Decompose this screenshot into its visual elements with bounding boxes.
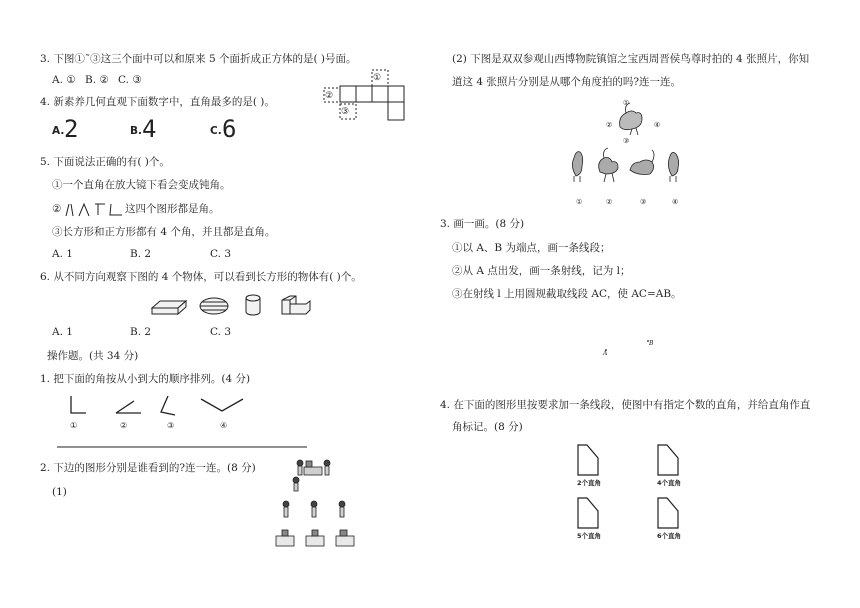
photo-label-3: ③ bbox=[640, 198, 647, 206]
op1-answer-line[interactable] bbox=[57, 446, 307, 448]
q5-statement-2-suffix: 这四个图形都是角。 bbox=[125, 203, 220, 215]
view-label-4: ④ bbox=[654, 121, 661, 129]
op2-scene-illustration bbox=[282, 456, 362, 556]
q3r-step-2: ②从 A 点出发，画一条射线，记为 l； bbox=[452, 265, 631, 277]
q3-option-c: C. ③ bbox=[118, 74, 142, 86]
q6-option-c: C. 3 bbox=[210, 326, 232, 338]
q4r-caption-2: 4个直角 bbox=[657, 479, 682, 487]
q4-option-c-digit: 6 bbox=[222, 115, 237, 143]
point-b-label: B bbox=[649, 340, 654, 347]
op1-label-4: ④ bbox=[220, 421, 228, 430]
photo-label-4: ④ bbox=[672, 198, 679, 206]
q3-option-b: B. ② bbox=[85, 74, 109, 86]
section-title: 操作题。(共 34 分) bbox=[47, 350, 139, 362]
q3r-step-1: ①以 A、B 为端点，画一条线段； bbox=[452, 242, 611, 254]
q4-option-a-digit: 2 bbox=[64, 115, 79, 143]
photo-label-2: ② bbox=[606, 198, 613, 206]
q4-text: 4. 新素养几何直观下面数字中，直角最多的是( )。 bbox=[40, 96, 275, 108]
q5-option-a: A. 1 bbox=[52, 248, 73, 260]
view-label-1: ① bbox=[623, 99, 630, 107]
net-label-2: ② bbox=[325, 91, 334, 101]
op2-sub: (1) bbox=[52, 486, 67, 498]
q4r-caption-1: 2个直角 bbox=[577, 479, 602, 487]
q5-option-b: B. 2 bbox=[130, 248, 152, 260]
q4r-shape-1[interactable] bbox=[577, 444, 601, 476]
net-label-1: ① bbox=[373, 73, 382, 83]
q5-statement-2-prefix: ② bbox=[52, 203, 62, 215]
q4-option-a-letter: A. bbox=[52, 125, 65, 137]
q5-statement-1: ①一个直角在放大镜下看会变成钝角。 bbox=[52, 179, 231, 191]
q3-text: 3. 下图①˜③这三个面中可以和原来 5 个面折成正方体的是( )号面。 bbox=[40, 53, 357, 65]
photo-label-1: ① bbox=[576, 198, 583, 206]
q6-option-a: A. 1 bbox=[52, 326, 73, 338]
q5-angle-shapes bbox=[64, 203, 124, 217]
q6-objects bbox=[150, 292, 320, 318]
q3-option-a: A. ① bbox=[52, 74, 76, 86]
q4r-shape-2[interactable] bbox=[657, 444, 681, 476]
q4r-shape-4[interactable] bbox=[657, 497, 681, 529]
q5-text: 5. 下面说法正确的有( )个。 bbox=[40, 156, 170, 168]
q3r-text: 3. 画一画。(8 分) bbox=[440, 218, 525, 230]
cube-net-diagram bbox=[322, 68, 412, 122]
op2-text: 2. 下边的图形分别是谁看到的?连一连。(8 分) bbox=[40, 462, 256, 474]
q5-option-c: C. 3 bbox=[210, 248, 232, 260]
q3r-step-3: ③在射线 l 上用圆规截取线段 AC，使 AC=AB。 bbox=[452, 288, 682, 300]
q6-option-b: B. 2 bbox=[130, 326, 152, 338]
q4r-shape-3[interactable] bbox=[577, 497, 601, 529]
q2b-line1: (2) 下图是双双参观山西博物院镇馆之宝西周晋侯鸟尊时拍的 4 张照片，你知 bbox=[452, 53, 810, 65]
q4-option-b-letter: B. bbox=[130, 125, 142, 137]
op1-label-3: ③ bbox=[167, 421, 175, 430]
net-label-3: ③ bbox=[341, 107, 350, 117]
q4r-caption-3: 5个直角 bbox=[577, 532, 602, 540]
q4r-caption-4: 6个直角 bbox=[657, 532, 682, 540]
q5-statement-3: ③长方形和正方形都有 4 个角，并且都是直角。 bbox=[52, 226, 276, 238]
point-a-label: A bbox=[603, 350, 608, 357]
q4r-line2: 角标记。(8 分) bbox=[452, 421, 523, 433]
view-label-2: ② bbox=[606, 121, 613, 129]
view-label-3: ③ bbox=[623, 137, 630, 145]
q4-option-b-digit: 4 bbox=[142, 115, 157, 143]
q4r-line1: 4. 在下面的图形里按要求加一条线段，使图中有指定个数的直角，并给直角作直 bbox=[440, 399, 811, 411]
q2b-line2: 道这 4 张照片分别是从哪个角度拍的吗?连一连。 bbox=[452, 76, 681, 88]
op1-angles bbox=[60, 394, 260, 418]
bird-statue-photos bbox=[566, 144, 686, 184]
op1-text: 1. 把下面的角按从小到大的顺序排列。(4 分) bbox=[40, 373, 251, 385]
q6-text: 6. 从不同方向观察下图的 4 个物体，可以看到长方形的物体有( )个。 bbox=[40, 271, 362, 283]
op1-label-1: ① bbox=[70, 421, 78, 430]
op1-label-2: ② bbox=[120, 421, 128, 430]
q4-option-c-letter: C. bbox=[210, 125, 222, 137]
bird-statue-top bbox=[612, 101, 652, 137]
